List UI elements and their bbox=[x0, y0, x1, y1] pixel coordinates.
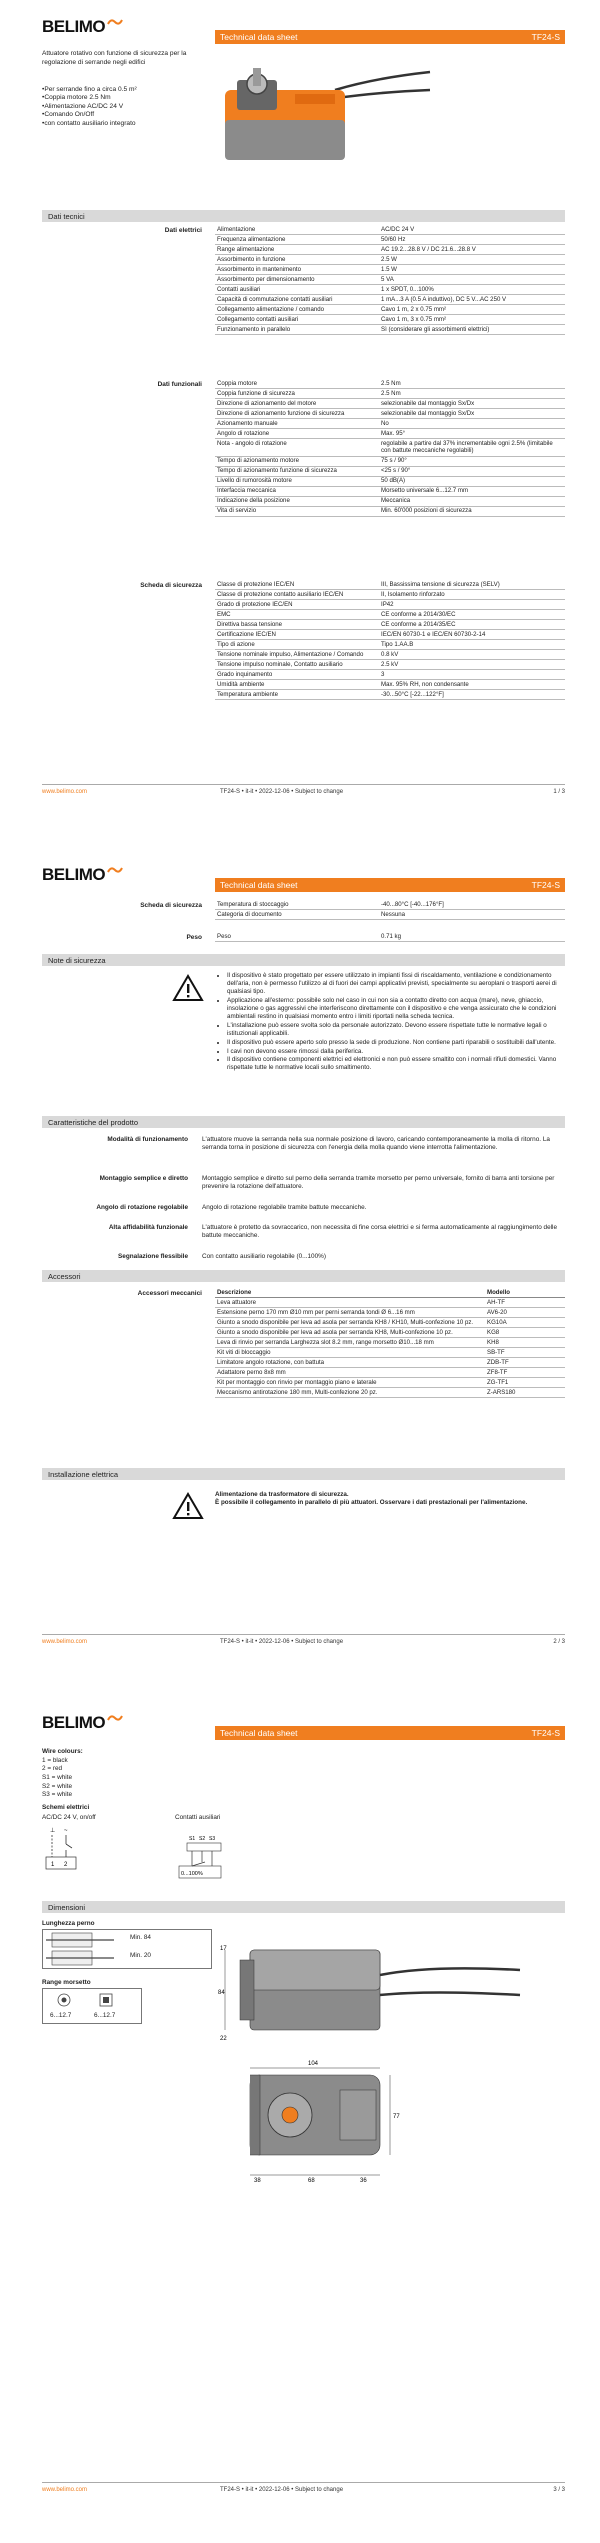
row-value: ZDB-TF bbox=[485, 1358, 565, 1368]
table-row bbox=[215, 439, 565, 456]
row-value: 1 mA...3 A (0.5 A induttivo), DC 5 V...AC 250 V bbox=[379, 295, 565, 305]
row-value: 0.71 kg bbox=[379, 932, 565, 942]
footer-info: TF24-S • it-it • 2022-12-06 • Subject to change bbox=[220, 1639, 344, 1645]
row-value: -40...80°C [-40...176°F] bbox=[379, 900, 565, 910]
row-value: KH8 bbox=[485, 1338, 565, 1348]
dim-104: 104 bbox=[308, 2061, 319, 2067]
shaft-length-drawing bbox=[44, 1931, 124, 1967]
table-row bbox=[215, 1318, 565, 1328]
row-key: Adattatore perno 8x8 mm bbox=[215, 1368, 485, 1378]
footer-url[interactable]: www.belimo.com bbox=[42, 789, 88, 795]
table-row bbox=[215, 660, 565, 670]
group-weight: Peso bbox=[186, 934, 202, 941]
row-value: selezionabile dal montaggio Sx/Dx bbox=[379, 409, 565, 419]
row-value: Min. 60'000 posizioni di sicurezza bbox=[379, 506, 565, 516]
bullet: • Per serrande fino a circa 0.5 m² bbox=[42, 86, 212, 94]
table-row bbox=[215, 379, 565, 389]
row-value: AV6-20 bbox=[485, 1308, 565, 1318]
section-accessories: Accessori bbox=[42, 1270, 565, 1282]
feature-row: Alta affidabilità funzionale L'attuatore è protetto da sovraccarico, non necessita di fine corsa elettrici e si ferma automaticamente al raggiungimento delle battute meccaniche. bbox=[108, 1224, 558, 1240]
product-intro: Attuatore rotativo con funzione di sicurezza per la regolazione di serrande negli edifici bbox=[42, 50, 187, 66]
row-value: 2.5 Nm bbox=[379, 379, 565, 389]
row-value: Morsetto universale 6...12.7 mm bbox=[379, 486, 565, 496]
safety-note: • Il dispositivo contiene componenti elettrici ed elettronici e non può essere smaltito con i normali rifiuti domestici. Vanno rispettate tutte le normative locali sullo smaltimento. bbox=[227, 1056, 565, 1072]
dim-38: 38 bbox=[254, 2178, 261, 2184]
table-row bbox=[215, 580, 565, 590]
dim-84: 84 bbox=[218, 1990, 225, 1996]
row-value: Tipo 1.AA.B bbox=[379, 640, 565, 650]
group-functional: Dati funzionali bbox=[157, 381, 202, 388]
group-safety: Scheda di sicurezza bbox=[140, 582, 202, 589]
row-key: Giunto a snodo disponibile per leva ad asola per serranda KH8, Multi-confezione 10 pz. bbox=[215, 1328, 485, 1338]
row-key: Temperatura ambiente bbox=[215, 690, 379, 700]
row-value: -30...50°C [-22...122°F] bbox=[379, 690, 565, 700]
table-row bbox=[215, 680, 565, 690]
table-row bbox=[215, 1348, 565, 1358]
clamp-square-range: 6...12.7 bbox=[94, 2012, 116, 2019]
ground-symbol: ⊥ bbox=[50, 1828, 56, 1834]
header-model: TF24-S bbox=[531, 1727, 560, 1738]
footer bbox=[42, 2482, 565, 2495]
row-key: Contatti ausiliari bbox=[215, 285, 379, 295]
row-key: Umidità ambiente bbox=[215, 680, 379, 690]
bullet: • Comando On/Off bbox=[42, 111, 212, 119]
page-number: 3 / 3 bbox=[553, 2487, 565, 2493]
table-row bbox=[215, 255, 565, 265]
row-key: Collegamento alimentazione / comando bbox=[215, 305, 379, 315]
table-row bbox=[215, 315, 565, 325]
row-key: Tempo di azionamento funzione di sicurezza bbox=[215, 466, 379, 476]
row-value: 3 bbox=[379, 670, 565, 680]
section-safety-notes: Note di sicurezza bbox=[42, 954, 565, 966]
table-row bbox=[215, 466, 565, 476]
row-key: Azionamento manuale bbox=[215, 419, 379, 429]
table-row bbox=[215, 1378, 565, 1388]
row-key: Interfaccia meccanica bbox=[215, 486, 379, 496]
dim-36: 36 bbox=[360, 2178, 367, 2184]
shaft-length-label: Lunghezza perno bbox=[42, 1920, 95, 1927]
row-key: Angolo di rotazione bbox=[215, 429, 379, 439]
safety-notes-list bbox=[215, 972, 565, 1073]
safety-note: • I cavi non devono essere rimossi dalla periferica. bbox=[227, 1048, 565, 1056]
belimo-logo: BELIMO bbox=[42, 1716, 123, 1730]
section-dimensions: Dimensioni bbox=[42, 1901, 565, 1913]
row-key: Range alimentazione bbox=[215, 245, 379, 255]
row-value: III, Bassissima tensione di sicurezza (SELV) bbox=[379, 580, 565, 590]
footer-info: TF24-S • it-it • 2022-12-06 • Subject to change bbox=[220, 789, 344, 795]
feature-row: Angolo di rotazione regolabile Angolo di rotazione regolabile tramite battute meccaniche. bbox=[96, 1204, 367, 1211]
bullet: • Alimentazione AC/DC 24 V bbox=[42, 103, 212, 111]
safety-note: • Applicazione all'esterno: possibile solo nel caso in cui non sia a contatto diretto con acqua (mare), neve, ghiaccio, insolazione o gas aggressivi che interferiscono direttamente con il dispositivo e che venga assicurato che le condizioni ambientali restino in qualsiasi momento entro i limiti riportati nella scheda tecnica. bbox=[227, 997, 565, 1022]
install-note: Alimentazione da trasformatore di sicurezza. bbox=[215, 1491, 349, 1498]
belimo-logo: BELIMO bbox=[42, 20, 123, 34]
footer-url[interactable]: www.belimo.com bbox=[42, 2487, 88, 2493]
table-row bbox=[215, 295, 565, 305]
row-key: Vita di servizio bbox=[215, 506, 379, 516]
wiring-schemes-title: Schemi elettrici bbox=[42, 1804, 90, 1811]
row-key: Frequenza alimentazione bbox=[215, 235, 379, 245]
table-row bbox=[215, 1338, 565, 1348]
dim-77: 77 bbox=[393, 2114, 400, 2120]
row-key: Leva attuatore bbox=[215, 1298, 485, 1308]
header-bar bbox=[215, 1726, 565, 1740]
table-row bbox=[215, 620, 565, 630]
functional-table bbox=[215, 379, 565, 517]
feature-row: Montaggio semplice e diretto Montaggio semplice e diretto sul perno della serranda tramite morsetto per perno universale, fornito di barra anti torsione per prevenire la rotazione dell'attuatore. bbox=[99, 1175, 555, 1191]
dim-22: 22 bbox=[220, 2036, 227, 2042]
table-row bbox=[215, 690, 565, 700]
install-notes bbox=[215, 1491, 545, 1507]
row-key: Direzione di azionamento del motore bbox=[215, 399, 379, 409]
table-row bbox=[215, 429, 565, 439]
safety-table-cont bbox=[215, 900, 565, 920]
wiring-aux-label: Contatti ausiliari bbox=[175, 1814, 221, 1821]
row-value: 75 s / 90° bbox=[379, 456, 565, 466]
footer-url[interactable]: www.belimo.com bbox=[42, 1639, 88, 1645]
dimension-drawing bbox=[220, 1920, 550, 2250]
clamp-range-label: Range morsetto bbox=[42, 1979, 91, 1986]
dim-17: 17 bbox=[220, 1946, 227, 1952]
logo-wave-icon bbox=[107, 18, 123, 26]
warning-icon bbox=[172, 974, 204, 1002]
row-key: Grado inquinamento bbox=[215, 670, 379, 680]
table-row bbox=[215, 305, 565, 315]
electric-table bbox=[215, 225, 565, 335]
row-value: 1.5 W bbox=[379, 265, 565, 275]
header-model: TF24-S bbox=[531, 31, 560, 42]
row-value: II, Isolamento rinforzato bbox=[379, 590, 565, 600]
header-bar bbox=[215, 878, 565, 892]
table-row bbox=[215, 610, 565, 620]
row-value: Max. 95° bbox=[379, 429, 565, 439]
wiring-diagram-ac bbox=[42, 1822, 102, 1882]
table-row bbox=[215, 650, 565, 660]
row-key: Nota - angolo di rotazione bbox=[215, 439, 379, 456]
header-title: Technical data sheet bbox=[220, 31, 298, 42]
table-row bbox=[215, 456, 565, 466]
page-2 bbox=[0, 848, 600, 1696]
section-electrical-install: Installazione elettrica bbox=[42, 1468, 565, 1480]
page-1 bbox=[0, 0, 600, 848]
table-row bbox=[215, 670, 565, 680]
group-safety-cont: Scheda di sicurezza bbox=[140, 902, 202, 909]
terminal-s3: S3 bbox=[209, 1836, 216, 1842]
col-model: Modello bbox=[485, 1288, 565, 1298]
header-title: Technical data sheet bbox=[220, 1727, 298, 1738]
safety-note: • Il dispositivo può essere aperto solo presso la sede di produzione. Non contiene parti riparabili o sostituibili dall'utente. bbox=[227, 1039, 565, 1047]
page-3 bbox=[0, 1696, 600, 2543]
ac-symbol: ~ bbox=[64, 1828, 68, 1834]
row-value: ZF8-TF bbox=[485, 1368, 565, 1378]
row-key: Indicazione della posizione bbox=[215, 496, 379, 506]
table-row bbox=[215, 590, 565, 600]
row-key: Tipo di azione bbox=[215, 640, 379, 650]
row-value: Cavo 1 m, 3 x 0.75 mm² bbox=[379, 315, 565, 325]
feature-bullets bbox=[42, 86, 212, 128]
row-key: Temperatura di stoccaggio bbox=[215, 900, 379, 910]
row-key: Kit viti di bloccaggio bbox=[215, 1348, 485, 1358]
row-value: Nessuna bbox=[379, 910, 565, 920]
table-row bbox=[215, 419, 565, 429]
terminal-s1: S1 bbox=[189, 1836, 196, 1842]
header-title: Technical data sheet bbox=[220, 879, 298, 890]
row-value: CE conforme a 2014/35/EC bbox=[379, 620, 565, 630]
table-row bbox=[215, 476, 565, 486]
safety-note: • Il dispositivo è stato progettato per essere utilizzato in impianti fissi di riscaldamento, ventilazione e condizionamento dell'aria, non è permesso l'utilizzo al di fuori dei campi applicativi previsti, specialmente su aeroplani o trasporti aerei di qualsiasi tipo. bbox=[227, 972, 565, 997]
row-value: AH-TF bbox=[485, 1298, 565, 1308]
accessories-table bbox=[215, 1288, 565, 1398]
table-row bbox=[215, 506, 565, 516]
bullet: • Coppia motore 2.5 Nm bbox=[42, 94, 212, 102]
table-row bbox=[215, 1298, 565, 1308]
product-image bbox=[215, 50, 435, 176]
footer bbox=[42, 784, 565, 797]
row-key: EMC bbox=[215, 610, 379, 620]
row-value: 2.5 W bbox=[379, 255, 565, 265]
row-value: IEC/EN 60730-1 e IEC/EN 60730-2-14 bbox=[379, 630, 565, 640]
row-key: Capacità di commutazione contatti ausiliari bbox=[215, 295, 379, 305]
row-value: 2.5 kV bbox=[379, 660, 565, 670]
table-row bbox=[215, 630, 565, 640]
row-value: <25 s / 90° bbox=[379, 466, 565, 476]
row-key: Coppia motore bbox=[215, 379, 379, 389]
row-key: Collegamento contatti ausiliari bbox=[215, 315, 379, 325]
table-row bbox=[215, 486, 565, 496]
row-key: Classe di protezione contatto ausiliario IEC/EN bbox=[215, 590, 379, 600]
terminal-1: 1 bbox=[51, 1862, 55, 1868]
table-row bbox=[215, 932, 565, 942]
table-row bbox=[215, 389, 565, 399]
table-row bbox=[215, 496, 565, 506]
table-row bbox=[215, 225, 565, 235]
logo-wave-icon bbox=[107, 866, 123, 874]
group-electric: Dati elettrici bbox=[164, 227, 202, 234]
row-value: No bbox=[379, 419, 565, 429]
table-row bbox=[215, 1358, 565, 1368]
bullet: • con contatto ausiliario integrato bbox=[42, 120, 212, 128]
col-description: Descrizione bbox=[215, 1288, 485, 1298]
row-key: Giunto a snodo disponibile per leva ad asola per serranda KH8 / KH10, Multi-confezione 10 pz. bbox=[215, 1318, 485, 1328]
row-key: Tempo di azionamento motore bbox=[215, 456, 379, 466]
terminal-2: 2 bbox=[64, 1862, 68, 1868]
install-note: È possibile il collegamento in parallelo di più attuatori. Osservare i dati prestazionali per l'alimentazione. bbox=[215, 1499, 528, 1507]
table-row bbox=[215, 910, 565, 920]
table-row bbox=[215, 1388, 565, 1398]
terminal-s2: S2 bbox=[199, 1836, 206, 1842]
row-value: 0.8 kV bbox=[379, 650, 565, 660]
row-key: Direttiva bassa tensione bbox=[215, 620, 379, 630]
table-row bbox=[215, 285, 565, 295]
wiring-diagram-aux bbox=[175, 1832, 245, 1892]
table-row bbox=[215, 245, 565, 255]
table-row bbox=[215, 325, 565, 335]
footer bbox=[42, 1634, 565, 1647]
row-value: regolabile a partire dal 37% incrementabile ogni 2.5% (limitabile con battute meccaniche regolabili) bbox=[379, 439, 565, 456]
row-value: Sì (considerare gli assorbimenti elettrici) bbox=[379, 325, 565, 335]
warning-icon bbox=[172, 1492, 204, 1520]
row-key: Livello di rumorosità motore bbox=[215, 476, 379, 486]
row-key: Categoria di documento bbox=[215, 910, 379, 920]
row-key: Estensione perno 170 mm Ø10 mm per perni serranda tondi Ø 6...16 mm bbox=[215, 1308, 485, 1318]
feature-row: Modalità di funzionamento L'attuatore muove la serranda nella sua normale posizione di lavoro, caricando contemporaneamente la molla di ritorno. La serranda torna in posizione di sicurezza con l'energia della molla quando viene interrotta l'alimentazione. bbox=[107, 1136, 550, 1152]
row-key: Meccanismo antirotazione 180 mm, Multi-confezione 20 pz. bbox=[215, 1388, 485, 1398]
row-value: KG10A bbox=[485, 1318, 565, 1328]
safety-table bbox=[215, 580, 565, 700]
row-value: IP42 bbox=[379, 600, 565, 610]
table-row bbox=[215, 1328, 565, 1338]
row-value: selezionabile dal montaggio Sx/Dx bbox=[379, 399, 565, 409]
row-value: 1 x SPDT, 0...100% bbox=[379, 285, 565, 295]
table-row bbox=[215, 1308, 565, 1318]
row-key: Limitatore angolo rotazione, con battuta bbox=[215, 1358, 485, 1368]
safety-note: • L'installazione può essere svolta solo da personale autorizzato. Devono essere rispettate tutte le normative legali o istituzionali applicabili. bbox=[227, 1022, 565, 1038]
row-key: Assorbimento in funzione bbox=[215, 255, 379, 265]
row-value: 50/60 Hz bbox=[379, 235, 565, 245]
clamp-range-icons bbox=[56, 1992, 136, 2008]
footer-info: TF24-S • it-it • 2022-12-06 • Subject to change bbox=[220, 2487, 344, 2493]
wiring-ac-label: AC/DC 24 V, on/off bbox=[42, 1814, 96, 1821]
row-value: SB-TF bbox=[485, 1348, 565, 1358]
row-value: KG8 bbox=[485, 1328, 565, 1338]
row-value: CE conforme a 2014/30/EC bbox=[379, 610, 565, 620]
belimo-logo: BELIMO bbox=[42, 868, 123, 882]
logo-wave-icon bbox=[107, 1714, 123, 1722]
section-tech-data: Dati tecnici bbox=[42, 210, 565, 222]
table-row bbox=[215, 265, 565, 275]
row-value: AC/DC 24 V bbox=[379, 225, 565, 235]
dim-68: 68 bbox=[308, 2178, 315, 2184]
row-value: Z-ARS180 bbox=[485, 1388, 565, 1398]
row-value: ZG-TF1 bbox=[485, 1378, 565, 1388]
feature-row: Segnalazione flessibile Con contatto ausiliario regolabile (0...100%) bbox=[118, 1253, 326, 1260]
row-key: Tensione nominale impulso, Alimentazione / Comando bbox=[215, 650, 379, 660]
table-row bbox=[215, 235, 565, 245]
table-row bbox=[215, 409, 565, 419]
min-84-label: Min. 84 bbox=[130, 1934, 151, 1941]
table-row bbox=[215, 1368, 565, 1378]
row-value: Max. 95% RH, non condensante bbox=[379, 680, 565, 690]
weight-table bbox=[215, 932, 565, 942]
row-value: AC 19.2...28.8 V / DC 21.6...28.8 V bbox=[379, 245, 565, 255]
row-key: Assorbimento per dimensionamento bbox=[215, 275, 379, 285]
clamp-round-range: 6...12.7 bbox=[50, 2012, 72, 2019]
table-row bbox=[215, 900, 565, 910]
header-bar bbox=[215, 30, 565, 44]
row-key: Certificazione IEC/EN bbox=[215, 630, 379, 640]
table-row bbox=[215, 600, 565, 610]
row-key: Assorbimento in mantenimento bbox=[215, 265, 379, 275]
row-key: Leva di rinvio per serranda Larghezza slot 8.2 mm, range morsetto Ø10...18 mm bbox=[215, 1338, 485, 1348]
table-row bbox=[215, 399, 565, 409]
row-value: Cavo 1 m, 2 x 0.75 mm² bbox=[379, 305, 565, 315]
table-row bbox=[215, 275, 565, 285]
page-number: 2 / 3 bbox=[553, 1639, 565, 1645]
row-key: Peso bbox=[215, 932, 379, 942]
row-value: Meccanica bbox=[379, 496, 565, 506]
row-value: 5 VA bbox=[379, 275, 565, 285]
wire-colours: Wire colours: 1 = black 2 = red S1 = white S2 = white S3 = white bbox=[42, 1748, 83, 1799]
range-label: 0...100% bbox=[181, 1871, 203, 1877]
row-key: Kit per montaggio con rinvio per montaggio piano e laterale bbox=[215, 1378, 485, 1388]
row-key: Direzione di azionamento funzione di sicurezza bbox=[215, 409, 379, 419]
min-20-label: Min. 20 bbox=[130, 1952, 151, 1959]
row-key: Alimentazione bbox=[215, 225, 379, 235]
row-key: Grado di protezione IEC/EN bbox=[215, 600, 379, 610]
row-value: 50 dB(A) bbox=[379, 476, 565, 486]
table-row bbox=[215, 640, 565, 650]
page-number: 1 / 3 bbox=[553, 789, 565, 795]
header-model: TF24-S bbox=[531, 879, 560, 890]
row-key: Funzionamento in parallelo bbox=[215, 325, 379, 335]
row-key: Classe di protezione IEC/EN bbox=[215, 580, 379, 590]
row-key: Tensione impulso nominale, Contatto ausiliario bbox=[215, 660, 379, 670]
row-value: 2.5 Nm bbox=[379, 389, 565, 399]
row-key: Coppia funzione di sicurezza bbox=[215, 389, 379, 399]
section-features: Caratteristiche del prodotto bbox=[42, 1116, 565, 1128]
group-mech-accessories: Accessori meccanici bbox=[137, 1290, 202, 1297]
